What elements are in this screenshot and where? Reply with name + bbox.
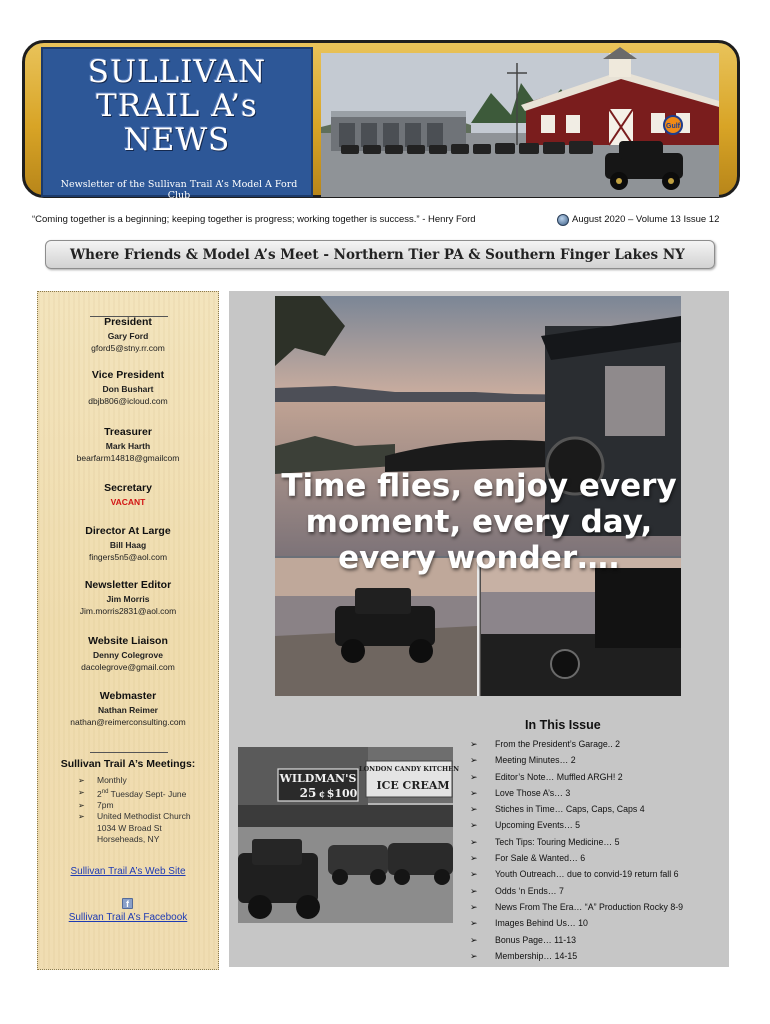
tagline-text: Where Friends & Model A’s Meet - Northern Tier PA & Southern Finger Lakes NY [70, 247, 685, 263]
officer-secretary [38, 482, 218, 508]
arrow-bullet-icon: ➢ [470, 885, 478, 896]
arrow-bullet-icon: ➢ [470, 804, 478, 815]
svg-text:¢: ¢ [318, 790, 326, 800]
toc-item: ➢ Stiches in Time… Caps, Caps, Caps 4 [470, 801, 728, 817]
officer-email: dacolegrove@gmail.com [81, 662, 175, 672]
officer-name: Bill Haag [109, 540, 147, 550]
tagline-bar [45, 240, 715, 269]
toc-item: ➢ From the President’s Garage.. 2 [470, 736, 728, 752]
subtitle-line-1: Newsletter of the Sullivan Trail A’s Model A Ford Club [60, 179, 298, 201]
officer-name: Mark Harth [105, 441, 151, 451]
globe-icon [557, 214, 569, 226]
in-this-issue-heading: In This Issue [525, 718, 601, 732]
officer-title: President [104, 316, 152, 328]
arrow-bullet-icon: ➢ [78, 787, 85, 797]
officer-name: Nathan Reimer [98, 705, 158, 715]
feature-caption: Time flies, enjoy every moment, every day, every wonder…. [281, 468, 677, 576]
arrow-bullet-icon: ➢ [470, 869, 478, 880]
meeting-item: ➢ 7pm [78, 799, 114, 810]
title-line-1: SULLIVAN [87, 54, 267, 90]
meeting-item: ➢ Monthly [78, 775, 127, 785]
svg-text:Gulf: Gulf [666, 123, 680, 130]
masthead-banner [22, 40, 740, 212]
svg-text:25: 25 [299, 786, 317, 800]
quote-line [32, 214, 752, 228]
arrow-bullet-icon: ➢ [78, 776, 85, 785]
gas-station-illustration [321, 53, 719, 197]
arrow-bullet-icon: ➢ [470, 787, 478, 798]
toc-item: ➢ News From The Era… “A” Production Rocky 8-9 [470, 899, 728, 915]
arrow-bullet-icon: ➢ [470, 901, 478, 912]
arrow-bullet-icon: ➢ [470, 836, 478, 847]
officer-email: dbjb806@icloud.com [88, 396, 168, 406]
newsletter-subtitle [51, 179, 307, 212]
lake-model-a-photo [275, 296, 681, 696]
arrow-bullet-icon: ➢ [78, 800, 85, 810]
toc-item: ➢ Bonus Page… 11-13 [470, 932, 728, 948]
arrow-bullet-icon: ➢ [470, 934, 478, 945]
issue-date: August 2020 – Volume 13 Issue 12 [572, 214, 720, 225]
officer-vice-president [38, 369, 218, 407]
toc-item: ➢ Tech Tips: Touring Medicine… 5 [470, 834, 728, 850]
officer-title: Secretary [104, 482, 152, 494]
officer-treasurer [38, 426, 218, 464]
website-link[interactable]: Sullivan Trail A’s Web Site [70, 866, 186, 877]
officer-webmaster [38, 690, 218, 728]
svg-text:WILDMAN'S: WILDMAN'S [279, 772, 357, 785]
officer-director-at-large [38, 525, 218, 563]
main-content-area [229, 291, 729, 967]
officer-website-liaison [38, 635, 218, 673]
svg-text:$100: $100 [326, 787, 358, 800]
toc-item: ➢ For Sale & Wanted… 6 [470, 850, 728, 866]
officer-name: Jim Morris [106, 594, 150, 604]
svg-text:LONDON CANDY KITCHEN: LONDON CANDY KITCHEN [358, 765, 460, 773]
officer-president [38, 316, 218, 354]
title-line-3: NEWS [123, 122, 231, 158]
arrow-bullet-icon: ➢ [470, 755, 478, 766]
toc-item: ➢ Editor’s Note… Muffled ARGH! 2 [470, 769, 728, 785]
arrow-bullet-icon: ➢ [470, 771, 478, 782]
officer-name: Don Bushart [102, 384, 154, 394]
toc-item: ➢ Upcoming Events… 5 [470, 817, 728, 833]
toc-item: ➢ Odds ‘n Ends… 7 [470, 883, 728, 899]
officer-email: fingers5n5@aol.com [88, 552, 168, 562]
officer-newsletter-editor [38, 579, 218, 617]
subtitle-line-2: - Founded 2008 - [138, 201, 220, 212]
street-scene-illustration [238, 747, 460, 923]
officer-title: Director At Large [85, 525, 171, 537]
toc-item: ➢ Membership… 14-15 [470, 948, 728, 964]
officer-email: gford5@stny.rr.com [91, 343, 165, 353]
henry-ford-quote: “Coming together is a beginning; keeping together is progress; working together is success.” - Henry Ford [32, 214, 476, 225]
facebook-link[interactable]: Sullivan Trail A’s Facebook [68, 912, 188, 923]
vintage-street-photo [238, 747, 460, 923]
svg-text:ICE CREAM: ICE CREAM [376, 779, 450, 792]
officer-title: Webmaster [99, 690, 157, 702]
officer-email: bearfarm14818@gmailcom [76, 453, 180, 463]
officer-name: Denny Colegrove [93, 650, 163, 660]
toc-item: ➢ Images Behind Us… 10 [470, 915, 728, 931]
newsletter-title [43, 55, 311, 157]
toc-item: ➢ Meeting Minutes… 2 [470, 752, 728, 768]
divider-line [90, 752, 168, 753]
title-line-2: TRAIL A’s [96, 88, 258, 124]
officer-title: Website Liaison [88, 635, 168, 647]
arrow-bullet-icon: ➢ [78, 812, 85, 822]
officers-sidebar [37, 291, 219, 970]
meetings-list [78, 775, 218, 846]
toc-item: ➢ Youth Outreach… due to convid-19 return fall 6 [470, 866, 728, 882]
table-of-contents [470, 736, 728, 964]
officer-name-vacant: VACANT [110, 497, 146, 507]
officer-name: Gary Ford [107, 331, 149, 341]
gas-station-photo [321, 53, 719, 197]
facebook-icon[interactable]: f [122, 898, 133, 909]
toc-item: ➢ Love Those A’s… 3 [470, 785, 728, 801]
meeting-item: ➢ United Methodist Church 1034 W Broad St Horseheads, NY [78, 811, 191, 845]
masthead-title-box [41, 47, 313, 212]
officer-title: Treasurer [104, 426, 152, 438]
arrow-bullet-icon: ➢ [470, 918, 478, 929]
arrow-bullet-icon: ➢ [470, 820, 478, 831]
arrow-bullet-icon: ➢ [470, 853, 478, 864]
arrow-bullet-icon: ➢ [470, 739, 478, 749]
officer-title: Newsletter Editor [84, 579, 172, 591]
officer-email: Jim.morris2831@aol.com [79, 606, 177, 616]
meetings-title: Sullivan Trail A’s Meetings: [60, 758, 196, 770]
arrow-bullet-icon: ➢ [470, 950, 478, 961]
meeting-item: ➢ 2nd Tuesday Sept- June [78, 787, 187, 799]
officer-title: Vice President [91, 369, 165, 381]
officer-email: nathan@reimerconsulting.com [70, 717, 186, 727]
